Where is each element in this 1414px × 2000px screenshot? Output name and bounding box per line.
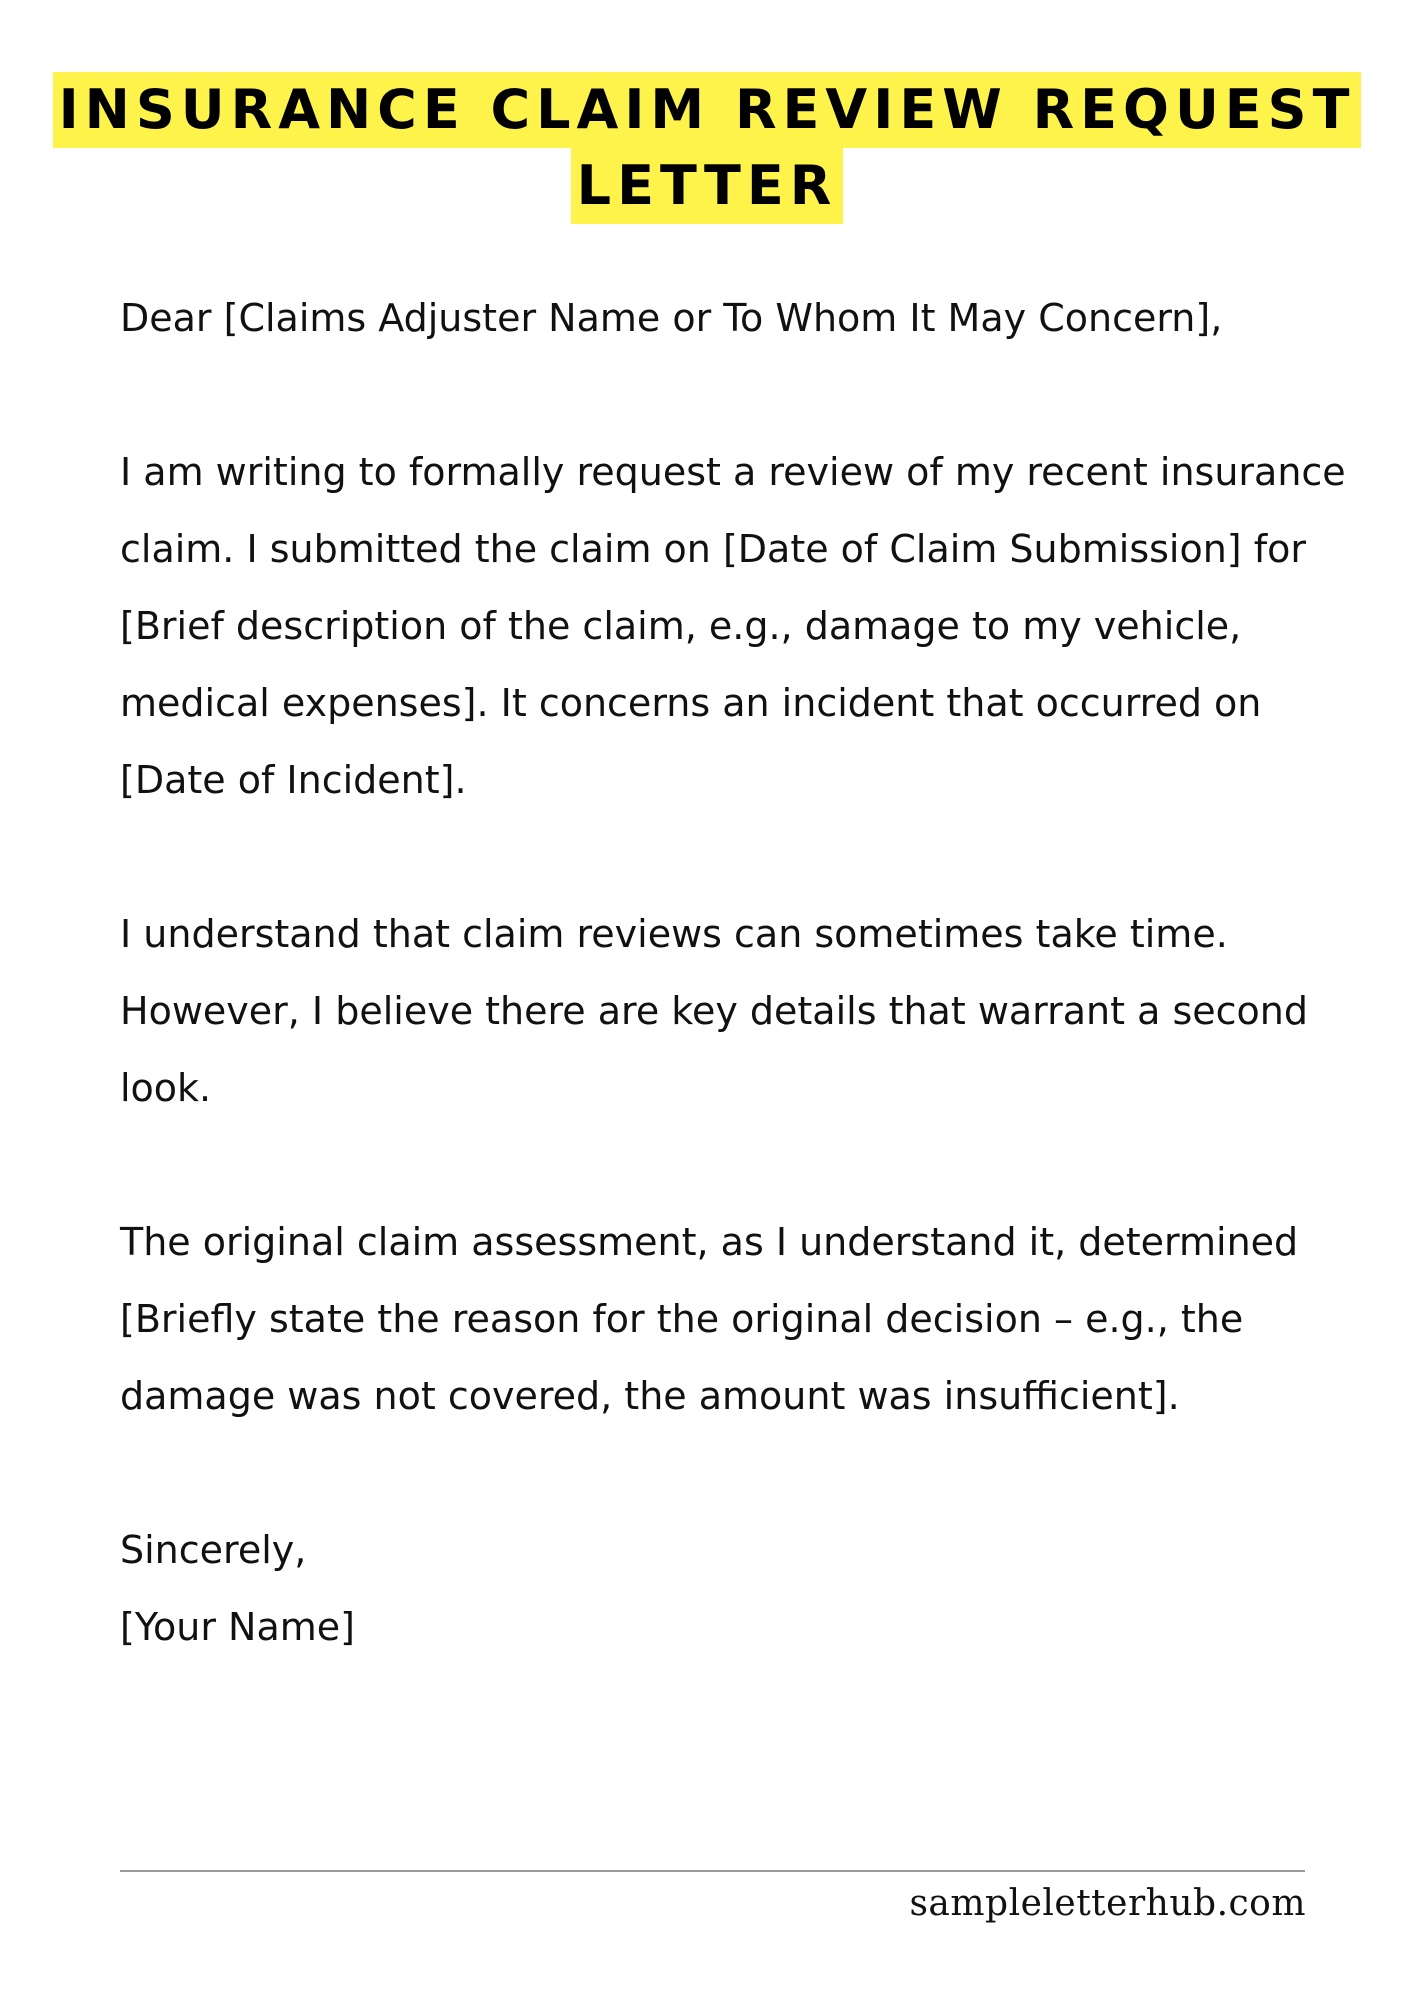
paragraph-3: The original claim assessment, as I understand it, determined [Briefly state the reason for the original decision – e.g., the damage was not covered, the amount was insufficient]. bbox=[120, 1220, 1299, 1418]
salutation: Dear [Claims Adjuster Name or To Whom It May Concern], bbox=[120, 296, 1223, 340]
title-line-1: INSURANCE CLAIM REVIEW REQUEST bbox=[53, 72, 1362, 148]
signature: [Your Name] bbox=[120, 1605, 355, 1649]
paragraph-2: I understand that claim reviews can sometimes take time. However, I believe there are key details that warrant a second look. bbox=[120, 912, 1309, 1110]
letter-body bbox=[120, 280, 1360, 1666]
closing: Sincerely, bbox=[120, 1528, 307, 1572]
title-line-2: LETTER bbox=[571, 148, 844, 224]
letter-title bbox=[0, 72, 1414, 224]
paragraph-1: I am writing to formally request a review of my recent insurance claim. I submitted the claim on [Date of Claim Submission] for [Brief description of the claim, e.g., damage to my vehicle, medical expenses]. It concerns an incident that occurred on [Date of Incident]. bbox=[120, 450, 1346, 802]
footer-divider bbox=[120, 1870, 1305, 1872]
footer-website: sampleletterhub.com bbox=[909, 1883, 1306, 1924]
